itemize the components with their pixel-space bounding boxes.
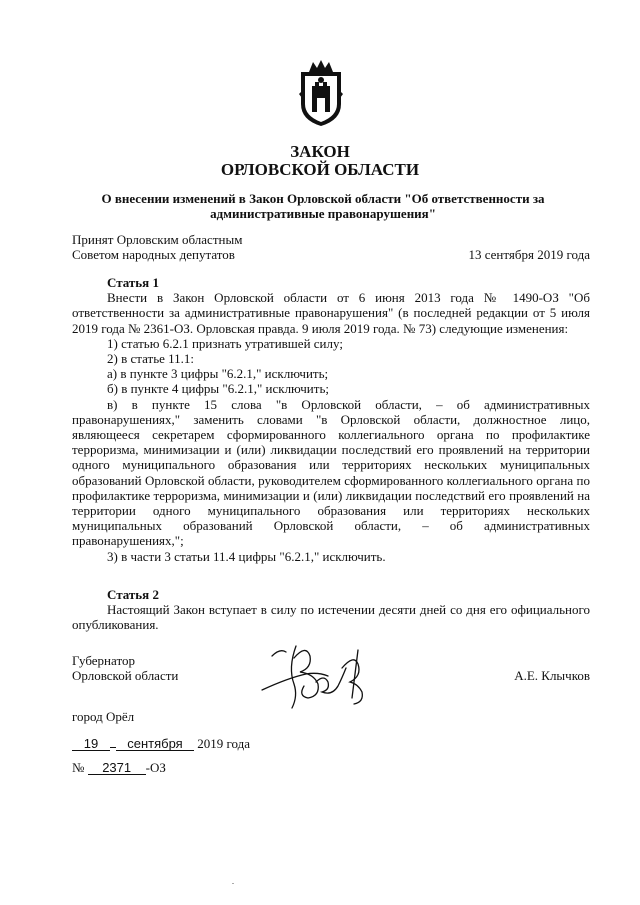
article-1-item-3: 3) в части 3 статьи 11.4 цифры "6.2.1," исключить. [107, 548, 386, 564]
article-1-item-2: 2) в статье 11.1: [107, 351, 195, 367]
city-line: город Орёл [72, 709, 135, 724]
law-title: ЗАКОН [290, 142, 350, 161]
law-number [72, 760, 166, 775]
article-2-heading: Статья 2 [107, 586, 159, 602]
governor-name: А.Е. Клычков [514, 668, 590, 683]
number-suffix: -ОЗ [145, 760, 166, 775]
article-1-intro: Внести в Закон Орловской области от 6 июня 2013 года № 1490-ОЗ "Об ответственности за административные правонарушения" (в последней редакции от 5 июля 2019 года № 2361-ОЗ. Орловская правда. 9 июля 2019 года. № 73) следующие изменения: [72, 290, 590, 336]
law-subtitle: О внесении изменений в Закон Орловской области "Об ответственности за административные правонарушения" [101, 191, 545, 221]
signature-icon [258, 638, 376, 714]
law-number-value: 2371 [88, 761, 146, 775]
signing-year: 2019 года [197, 736, 251, 751]
coat-of-arms-icon [295, 58, 347, 128]
article-1-item-2a: а) в пункте 3 цифры "6.2.1," исключить; [107, 366, 329, 382]
scan-speck [232, 883, 234, 884]
article-1-heading: Статья 1 [107, 275, 159, 290]
signing-day: 19 [72, 737, 110, 751]
law-body [72, 275, 590, 632]
article-1-item-2c: в) в пункте 15 слова "в Орловской области, – об административных правонарушениях," заменить словами "в Орловской области, должностное лицо, являющееся секретарем сформированного коллегиального органа по профилактике терроризма, минимизации и (или) ликвидации последствий его проявлений на территории одного муниципального образования или территориях нескольких муниципальных образований Орловской области, руководителем сформированного коллегиального органа по профилактике терроризма, минимизации и (или) ликвидации последствий его проявлений на территории одного муниципального образования или территориях нескольких муниципальных образований Орловской области, – об административных правонарушениях,"; [72, 396, 590, 549]
governor-title: Губернатор Орловской области [72, 653, 179, 684]
number-sign: № [72, 760, 85, 775]
signing-month: сентября [116, 737, 194, 751]
article-1-item-2b: б) в пункте 4 цифры "6.2.1," исключить; [107, 381, 329, 397]
signing-date [72, 736, 250, 751]
adoption-body: Принят Орловским областным Советом народных депутатов [72, 232, 243, 263]
region-title: ОРЛОВСКОЙ ОБЛАСТИ [220, 160, 420, 179]
adoption-date: 13 сентября 2019 года [468, 247, 590, 262]
article-2-text: Настоящий Закон вступает в силу по истечении десяти дней со дня его официального опубликования. [72, 602, 590, 633]
article-1-item-1: 1) статью 6.2.1 признать утратившей силу; [107, 335, 343, 351]
